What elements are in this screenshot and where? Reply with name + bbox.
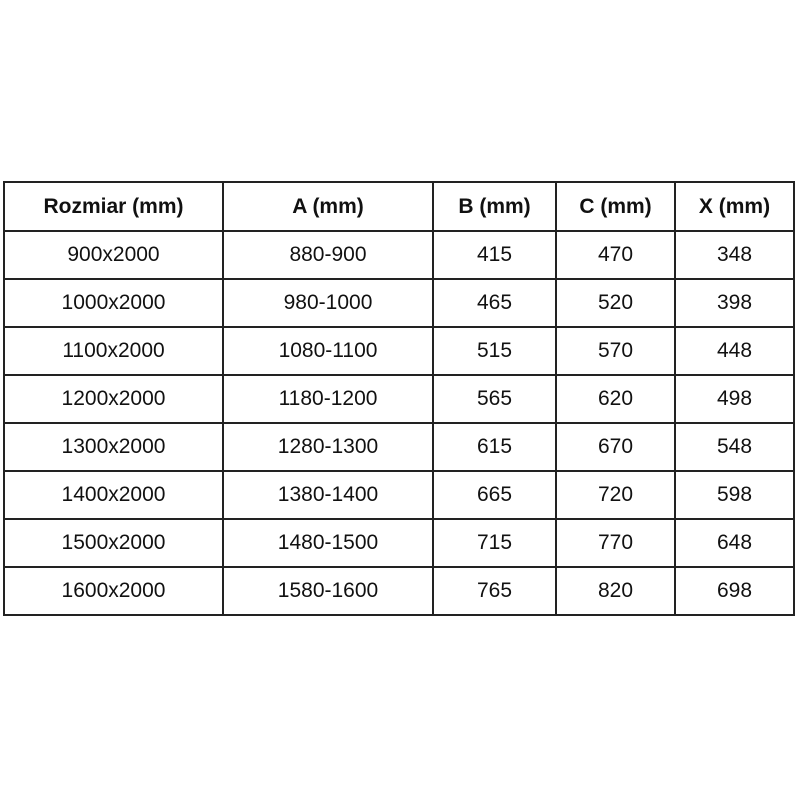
table-cell: 1100x2000 [4,327,223,375]
table-cell: 1380-1400 [223,471,433,519]
table-cell: 880-900 [223,231,433,279]
table-cell: 1080-1100 [223,327,433,375]
column-header-rozmiar: Rozmiar (mm) [4,182,223,231]
table-cell: 1480-1500 [223,519,433,567]
table-body [4,231,794,615]
table-cell: 620 [556,375,675,423]
table-cell: 1280-1300 [223,423,433,471]
table-cell: 520 [556,279,675,327]
table-header [4,182,794,231]
table-cell: 515 [433,327,556,375]
column-header-b: B (mm) [433,182,556,231]
table-cell: 565 [433,375,556,423]
table-row [4,231,794,279]
table-row [4,375,794,423]
table-cell: 1000x2000 [4,279,223,327]
table-cell: 1200x2000 [4,375,223,423]
column-header-a: A (mm) [223,182,433,231]
column-header-c: C (mm) [556,182,675,231]
table-cell: 448 [675,327,794,375]
table-cell: 465 [433,279,556,327]
table-cell: 665 [433,471,556,519]
table-row [4,327,794,375]
table-cell: 765 [433,567,556,615]
table-cell: 1580-1600 [223,567,433,615]
table-cell: 670 [556,423,675,471]
table-cell: 648 [675,519,794,567]
dimensions-table [3,181,795,616]
table-cell: 900x2000 [4,231,223,279]
table-cell: 1500x2000 [4,519,223,567]
table-cell: 348 [675,231,794,279]
table-cell: 980-1000 [223,279,433,327]
table-cell: 415 [433,231,556,279]
table-cell: 548 [675,423,794,471]
table-cell: 498 [675,375,794,423]
table-cell: 698 [675,567,794,615]
table-cell: 1180-1200 [223,375,433,423]
table-row [4,519,794,567]
table-cell: 570 [556,327,675,375]
column-header-x: X (mm) [675,182,794,231]
table-cell: 820 [556,567,675,615]
table-cell: 470 [556,231,675,279]
table-cell: 770 [556,519,675,567]
table-cell: 1300x2000 [4,423,223,471]
table-cell: 598 [675,471,794,519]
table-row [4,471,794,519]
table-cell: 1600x2000 [4,567,223,615]
table-row [4,567,794,615]
table-cell: 1400x2000 [4,471,223,519]
table-cell: 615 [433,423,556,471]
table-row [4,423,794,471]
table-cell: 715 [433,519,556,567]
header-row [4,182,794,231]
table-cell: 720 [556,471,675,519]
table-row [4,279,794,327]
dimensions-table-container [3,181,793,616]
table-cell: 398 [675,279,794,327]
